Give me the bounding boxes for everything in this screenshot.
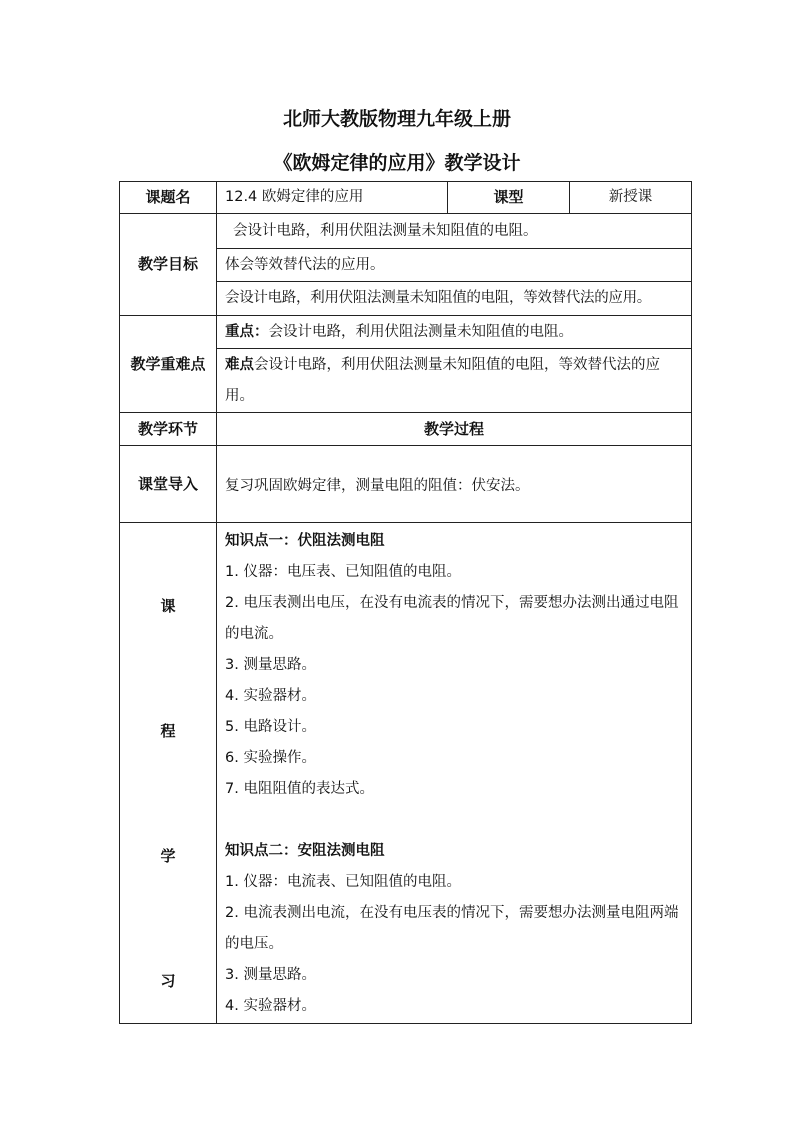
list-item: 1. 仪器：电压表、已知阻值的电阻。 xyxy=(225,564,461,580)
list-item: 7. 电阻阻值的表达式。 xyxy=(225,781,374,797)
intro-label: 课堂导入 xyxy=(120,446,217,523)
learning-label-char: 课 xyxy=(160,597,176,615)
objectives-row xyxy=(120,214,692,249)
lesson-plan-table xyxy=(119,181,692,1024)
knowledge-point-2-title: 知识点二：安阻法测电阻 xyxy=(225,843,385,859)
intro-row xyxy=(120,446,692,523)
knowledge-point-1-title: 知识点一：伏阻法测电阻 xyxy=(225,533,385,549)
learning-row xyxy=(120,523,692,1024)
difficulty-text: 会设计电路，利用伏阻法测量未知阻值的电阻，等效替代法的应用。 xyxy=(225,357,660,404)
key-point-label: 重点： xyxy=(225,323,269,340)
learning-label-char: 习 xyxy=(160,972,176,990)
key-points-row xyxy=(120,316,692,349)
topic-value: 12.4 欧姆定律的应用 xyxy=(217,182,448,214)
intro-text: 复习巩固欧姆定律，测量电阻的阻值：伏安法。 xyxy=(217,446,692,523)
learning-label xyxy=(120,523,217,1024)
document-subtitle: 《欧姆定律的应用》教学设计 xyxy=(273,152,521,174)
lesson-type-value: 新授课 xyxy=(570,182,692,214)
objective-item: 会设计电路，利用伏阻法测量未知阻值的电阻，等效替代法的应用。 xyxy=(217,282,692,316)
learning-content xyxy=(217,523,692,1024)
learning-label-char: 程 xyxy=(160,722,176,740)
topic-row xyxy=(120,182,692,214)
lesson-type-label: 课型 xyxy=(448,182,570,214)
process-header-left: 教学环节 xyxy=(120,413,217,446)
difficulty-cell xyxy=(217,349,692,413)
list-item: 3. 测量思路。 xyxy=(225,967,316,983)
list-item: 4. 实验器材。 xyxy=(225,688,316,704)
list-item: 2. 电压表测出电压，在没有电流表的情况下，需要想办法测出通过电阻的电流。 xyxy=(225,595,679,642)
objectives-label: 教学目标 xyxy=(120,214,217,316)
document-title: 北师大教版物理九年级上册 xyxy=(282,108,511,130)
list-item: 4. 实验器材。 xyxy=(225,998,316,1014)
key-point-text: 会设计电路，利用伏阻法测量未知阻值的电阻。 xyxy=(268,323,573,340)
list-item: 3. 测量思路。 xyxy=(225,657,316,673)
process-header-row xyxy=(120,413,692,446)
difficulty-label: 难点 xyxy=(225,357,254,373)
objective-item: 体会等效替代法的应用。 xyxy=(217,249,692,282)
topic-label: 课题名 xyxy=(120,182,217,214)
spacer xyxy=(225,805,683,836)
process-header-right: 教学过程 xyxy=(217,413,692,446)
learning-label-char: 学 xyxy=(160,847,176,865)
key-points-label: 教学重难点 xyxy=(120,316,217,413)
list-item: 1. 仪器：电流表、已知阻值的电阻。 xyxy=(225,874,461,890)
list-item: 2. 电流表测出电流，在没有电压表的情况下，需要想办法测量电阻两端的电压。 xyxy=(225,905,679,952)
key-point-cell xyxy=(217,316,692,349)
list-item: 6. 实验操作。 xyxy=(225,750,316,766)
objective-item: 会设计电路，利用伏阻法测量未知阻值的电阻。 xyxy=(217,214,692,249)
list-item: 5. 电路设计。 xyxy=(225,719,316,735)
